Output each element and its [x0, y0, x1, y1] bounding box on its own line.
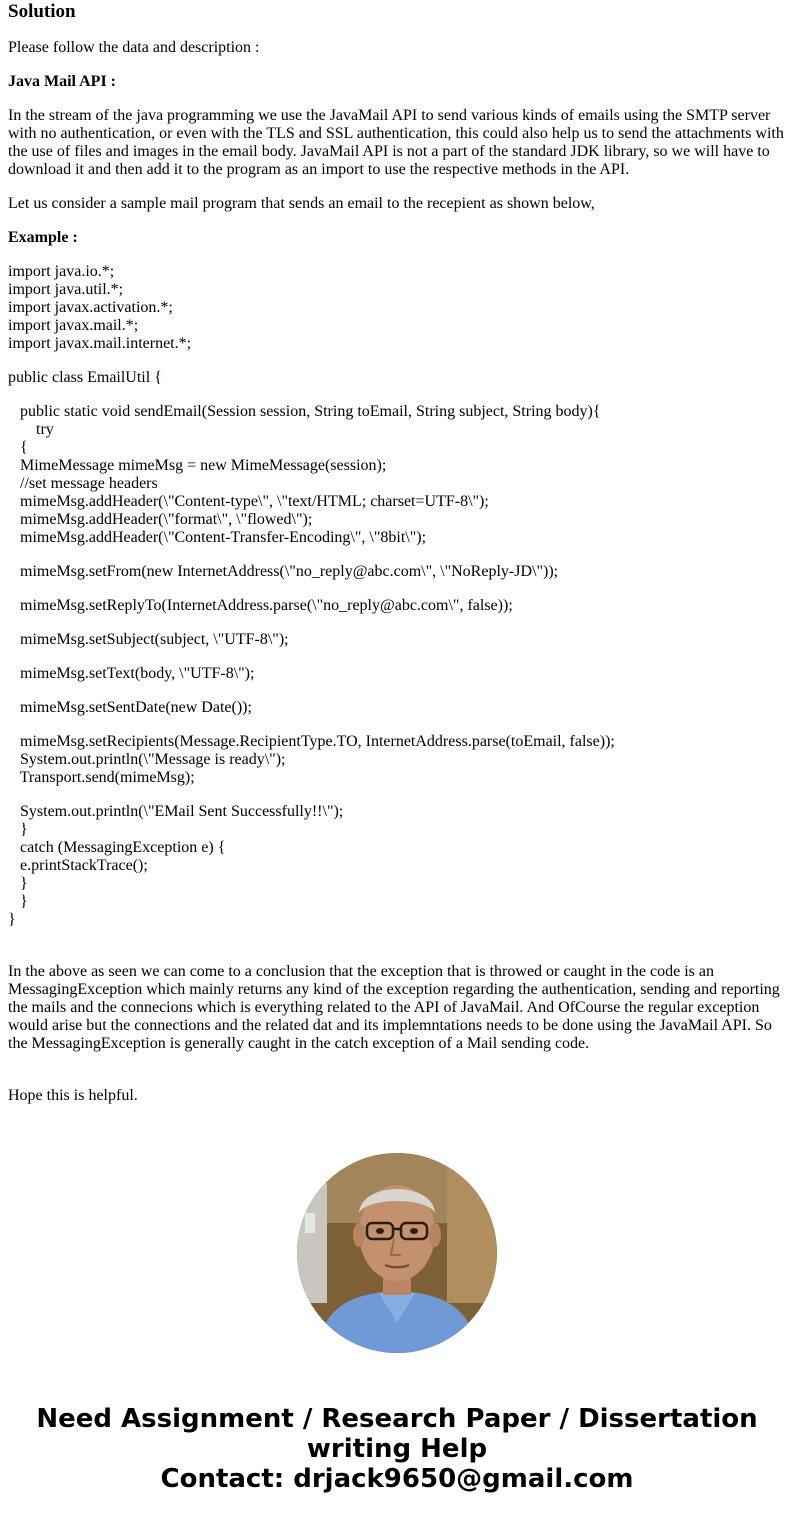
assignment-help-banner [0, 1404, 794, 1494]
code-line: import javax.mail.*; [8, 317, 139, 334]
code-line: { [8, 439, 28, 456]
code-line [8, 615, 786, 631]
section-title: Java Mail API : [8, 73, 116, 90]
code-line: } [8, 875, 28, 892]
code-line: mimeMsg.setSubject(subject, \"UTF-8\"); [8, 631, 289, 648]
code-line: MimeMessage mimeMsg = new MimeMessage(session); [8, 457, 387, 474]
code-line: mimeMsg.setFrom(new InternetAddress(\"no_reply@abc.com\", \"NoReply-JD\")); [8, 563, 559, 580]
code-line: Transport.send(mimeMsg); [8, 769, 195, 786]
code-line: } [8, 893, 28, 910]
example-label: Example : [8, 229, 78, 246]
intro-text: Please follow the data and description : [8, 39, 260, 56]
code-line: import javax.mail.internet.*; [8, 335, 192, 352]
code-line [8, 353, 786, 369]
code-line: import java.util.*; [8, 281, 124, 298]
code-line [8, 581, 786, 597]
code-line: mimeMsg.setReplyTo(InternetAddress.parse(\"no_reply@abc.com\", false)); [8, 597, 513, 614]
code-line: mimeMsg.addHeader(\"Content-Transfer-Encoding\", \"8bit\"); [8, 529, 427, 546]
paragraph-1: In the stream of the java programming we use the JavaMail API to send various kinds of emails using the SMTP server with no authentication, or even with the TLS and SSL authentication, this could also help us to send the attachments with the use of files and images in the email body. JavaMail API is not a part of the standard JDK library, so we will have to download it and then add it to the program as an import to use the respective methods in the API. [8, 107, 784, 178]
banner-contact: Contact: drjack9650@gmail.com [160, 1464, 634, 1494]
code-line: public class EmailUtil { [8, 369, 162, 386]
code-line [8, 649, 786, 665]
code-block [8, 263, 786, 929]
paragraph-2: Let us consider a sample mail program that sends an email to the recepient as shown below, [8, 195, 595, 212]
banner-line-2: writing Help [306, 1434, 488, 1464]
code-line: catch (MessagingException e) { [8, 839, 226, 856]
code-line: mimeMsg.setRecipients(Message.RecipientType.TO, InternetAddress.parse(toEmail, false)); [8, 733, 615, 750]
code-line [8, 387, 786, 403]
code-line: import javax.activation.*; [8, 299, 173, 316]
code-line [8, 547, 786, 563]
code-line: public static void sendEmail(Session session, String toEmail, String subject, String body){ [8, 403, 601, 420]
page-title: Solution [8, 1, 76, 22]
code-line: import java.io.*; [8, 263, 115, 280]
code-line: mimeMsg.setText(body, \"UTF-8\"); [8, 665, 255, 682]
code-line: e.printStackTrace(); [8, 857, 148, 874]
banner-line-1: Need Assignment / Research Paper / Dissertation [36, 1404, 758, 1434]
code-line [8, 683, 786, 699]
code-line: mimeMsg.setSentDate(new Date()); [8, 699, 252, 716]
closing-text: Hope this is helpful. [8, 1087, 138, 1104]
code-line: mimeMsg.addHeader(\"Content-type\", \"text/HTML; charset=UTF-8\"); [8, 493, 489, 510]
code-line: //set message headers [8, 475, 158, 492]
code-line [8, 787, 786, 803]
code-line: System.out.println(\"EMail Sent Successfully!!\"); [8, 803, 344, 820]
document-body [8, 0, 786, 1105]
author-avatar [297, 1153, 497, 1353]
avatar-portrait-image [297, 1153, 497, 1353]
code-line: try [8, 421, 54, 438]
code-line [8, 717, 786, 733]
code-line: System.out.println(\"Message is ready\"); [8, 751, 286, 768]
code-line: mimeMsg.addHeader(\"format\", \"flowed\"); [8, 511, 313, 528]
code-line: } [8, 911, 16, 928]
paragraph-3: In the above as seen we can come to a conclusion that the exception that is throwed or caught in the code is an MessagingException which mainly returns any kind of the exception regarding the authentication, sending and reporting the mails and the connecions which is everything related to the API of JavaMail. And OfCourse the regular exception would arise but the connections and the related dat and its implemntations needs to be done using the JavaMail API. So the MessagingException is generally caught in the catch exception of a Mail sending code. [8, 963, 780, 1052]
code-line: } [8, 821, 28, 838]
